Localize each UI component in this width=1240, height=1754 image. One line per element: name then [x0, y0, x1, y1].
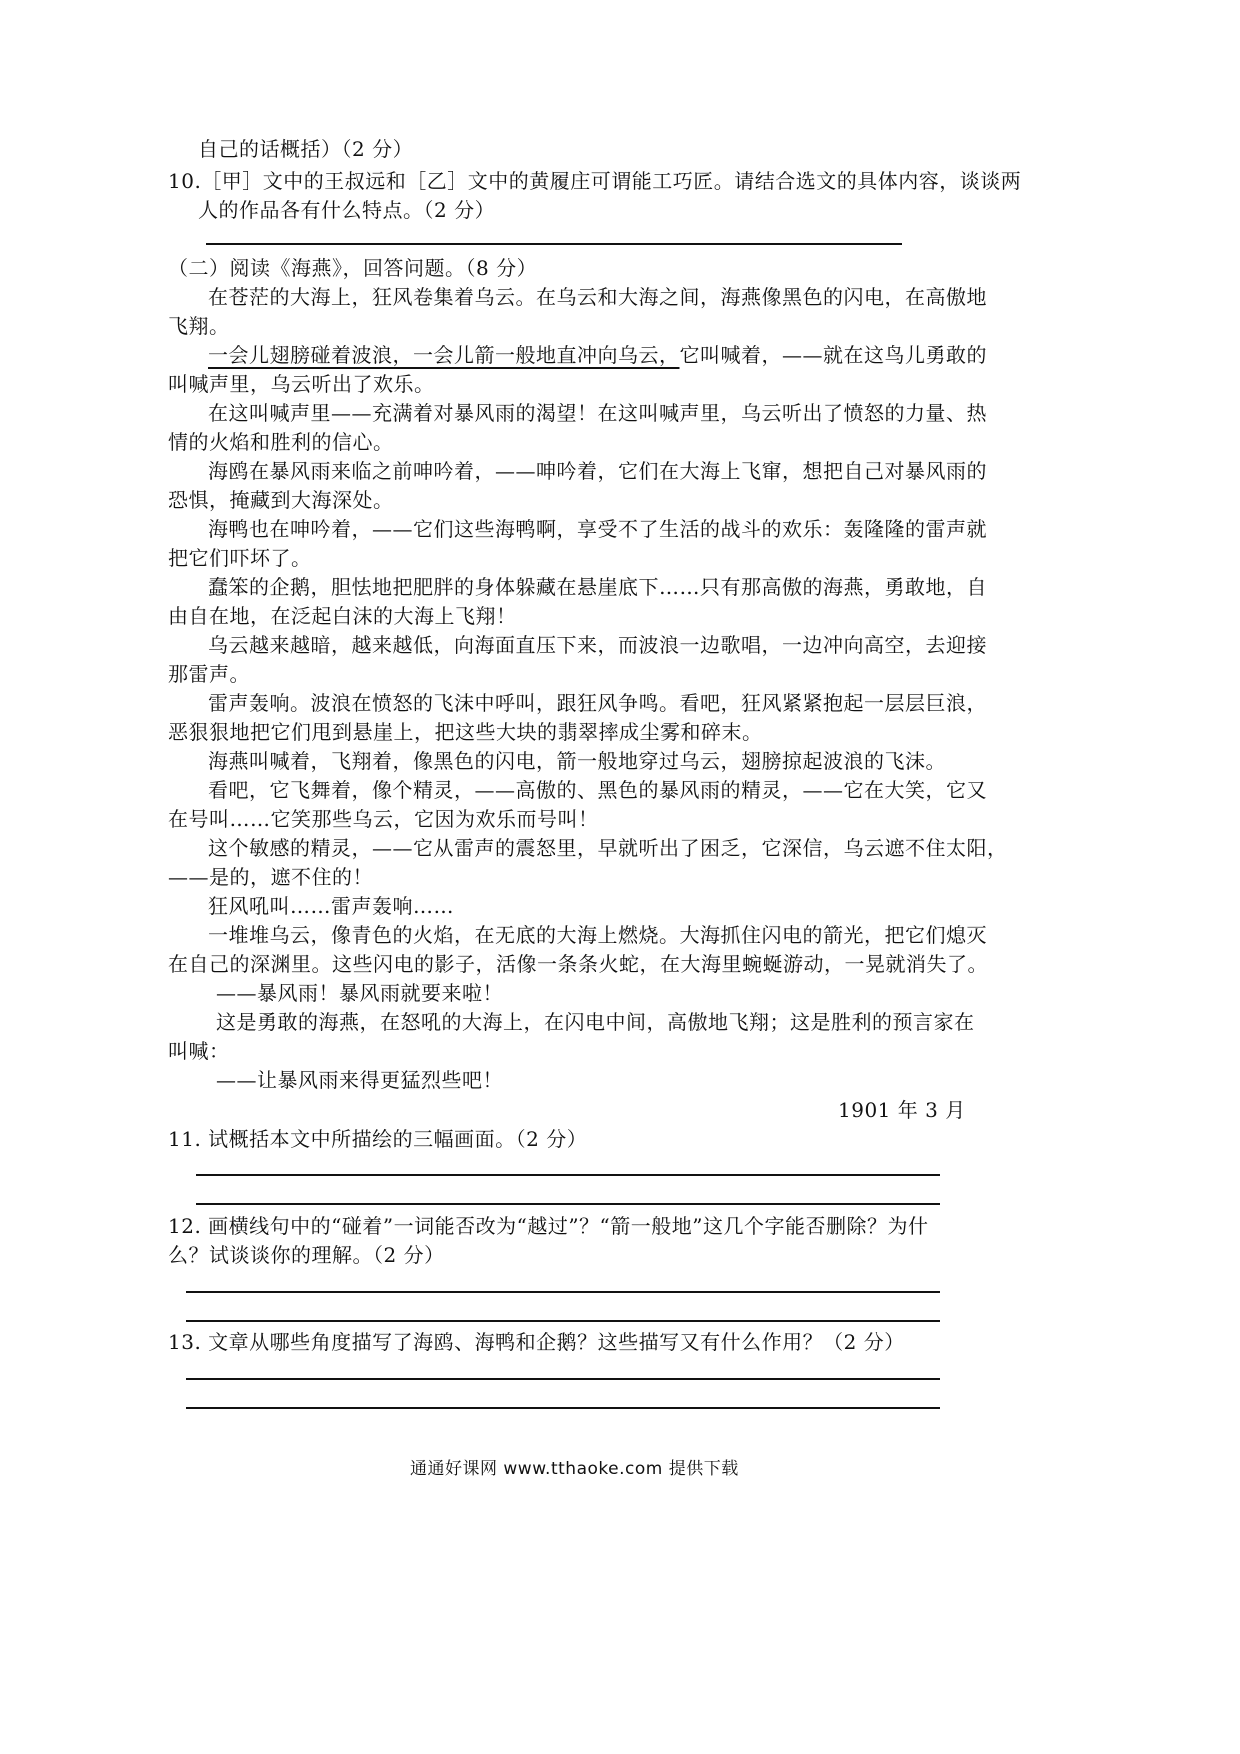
q10-line1: 10.［甲］文中的王叔远和［乙］文中的黄履庄可谓能工巧匠。请结合选文的具体内容，谈谈两 — [168, 169, 1022, 193]
q9-tail-text: 自己的话概括）（2 分） — [198, 137, 414, 161]
passage-p13-line2: 在自己的深渊里。这些闪电的影子，活像一条条火蛇，在大海里蜿蜒游动，一晃就消失了。 — [168, 952, 988, 976]
passage-p1-line1: 在苍茫的大海上，狂风卷集着乌云。在乌云和大海之间，海燕像黑色的闪电，在高傲地 — [208, 285, 987, 309]
q11-answer-line-2[interactable] — [196, 1203, 940, 1205]
q12-answer-line-2[interactable] — [186, 1320, 940, 1322]
q13-text: 13. 文章从哪些角度描写了海鸥、海鸭和企鹅？这些描写又有什么作用？（2 分） — [168, 1330, 905, 1354]
passage-p11-line2: ——是的，遮不住的！ — [168, 865, 373, 889]
passage-p1-line2: 飞翔。 — [168, 314, 230, 338]
q11-text: 11. 试概括本文中所描绘的三幅画面。（2 分） — [168, 1127, 588, 1151]
passage-p15-line2: 叫喊： — [168, 1039, 230, 1063]
passage-p16-line1: ——让暴风雨来得更猛烈些吧！ — [216, 1068, 503, 1092]
q10-answer-line[interactable] — [206, 243, 902, 245]
passage-p3-line2: 情的火焰和胜利的信心。 — [168, 430, 394, 454]
q12-line2: 么？试谈谈你的理解。（2 分） — [168, 1243, 445, 1267]
passage-p9-line1: 海燕叫喊着，飞翔着，像黑色的闪电，箭一般地穿过乌云，翅膀掠起波浪的飞沫。 — [208, 749, 946, 773]
passage-p15-line1: 这是勇敢的海燕，在怒吼的大海上，在闪电中间，高傲地飞翔；这是胜利的预言家在 — [216, 1010, 975, 1034]
passage-p8-line2: 恶狠狠地把它们甩到悬崖上，把这些大块的翡翠摔成尘雾和碎末。 — [168, 720, 763, 744]
passage-p4-line1: 海鸥在暴风雨来临之前呻吟着，——呻吟着，它们在大海上飞窜，想把自己对暴风雨的 — [208, 459, 987, 483]
passage-p2-rest: 它叫喊着，——就在这鸟儿勇敢的 — [679, 343, 987, 367]
section2-heading: （二）阅读《海燕》，回答问题。（8 分） — [168, 256, 538, 280]
passage-p7-line1: 乌云越来越暗，越来越低，向海面直压下来，而波浪一边歌唱，一边冲向高空，去迎接 — [208, 633, 987, 657]
passage-p11-line1: 这个敏感的精灵，——它从雷声的震怒里，早就听出了困乏，它深信，乌云遮不住太阳， — [208, 836, 1008, 860]
passage-p6-line2: 由自在地，在泛起白沫的大海上飞翔！ — [168, 604, 517, 628]
passage-p5-line1: 海鸭也在呻吟着，——它们这些海鸭啊，享受不了生活的战斗的欢乐：轰隆隆的雷声就 — [208, 517, 987, 541]
passage-p8-line1: 雷声轰响。波浪在愤怒的飞沫中呼叫，跟狂风争鸣。看吧，狂风紧紧抱起一层层巨浪， — [208, 691, 987, 715]
passage-p10-line1: 看吧，它飞舞着，像个精灵，——高傲的、黑色的暴风雨的精灵，——它在大笑，它又 — [208, 778, 987, 802]
passage-p2-line1 — [208, 342, 987, 368]
q13-answer-line-2[interactable] — [186, 1407, 940, 1409]
passage-p2-line2: 叫喊声里，乌云听出了欢乐。 — [168, 372, 435, 396]
passage-p7-line2: 那雷声。 — [168, 662, 250, 686]
q12-answer-line-1[interactable] — [186, 1291, 940, 1293]
passage-p12-line1: 狂风吼叫……雷声轰响…… — [208, 894, 454, 918]
passage-p4-line2: 恐惧，掩藏到大海深处。 — [168, 488, 394, 512]
passage-p13-line1: 一堆堆乌云，像青色的火焰，在无底的大海上燃烧。大海抓住闪电的箭光，把它们熄灭 — [208, 923, 987, 947]
passage-p5-line2: 把它们吓坏了。 — [168, 546, 312, 570]
q11-answer-line-1[interactable] — [196, 1174, 940, 1176]
passage-p3-line1: 在这叫喊声里——充满着对暴风雨的渴望！在这叫喊声里，乌云听出了愤怒的力量、热 — [208, 401, 987, 425]
page-footer: 通通好课网 www.tthaoke.com 提供下载 — [410, 1459, 739, 1479]
passage-date: 1901 年 3 月 — [838, 1098, 966, 1122]
underlined-sentence: 一会儿翅膀碰着波浪，一会儿箭一般地直冲向乌云， — [208, 343, 680, 367]
passage-p10-line2: 在号叫……它笑那些乌云，它因为欢乐而号叫！ — [168, 807, 599, 831]
passage-p6-line1: 蠢笨的企鹅，胆怯地把肥胖的身体躲藏在悬崖底下……只有那高傲的海燕，勇敢地，自 — [208, 575, 987, 599]
passage-p14-line1: ——暴风雨！暴风雨就要来啦！ — [216, 981, 503, 1005]
q10-line2: 人的作品各有什么特点。（2 分） — [198, 198, 496, 222]
q12-line1: 12. 画横线句中的“碰着”一词能否改为“越过”？“箭一般地”这几个字能否删除？为什 — [168, 1214, 929, 1238]
q13-answer-line-1[interactable] — [186, 1378, 940, 1380]
